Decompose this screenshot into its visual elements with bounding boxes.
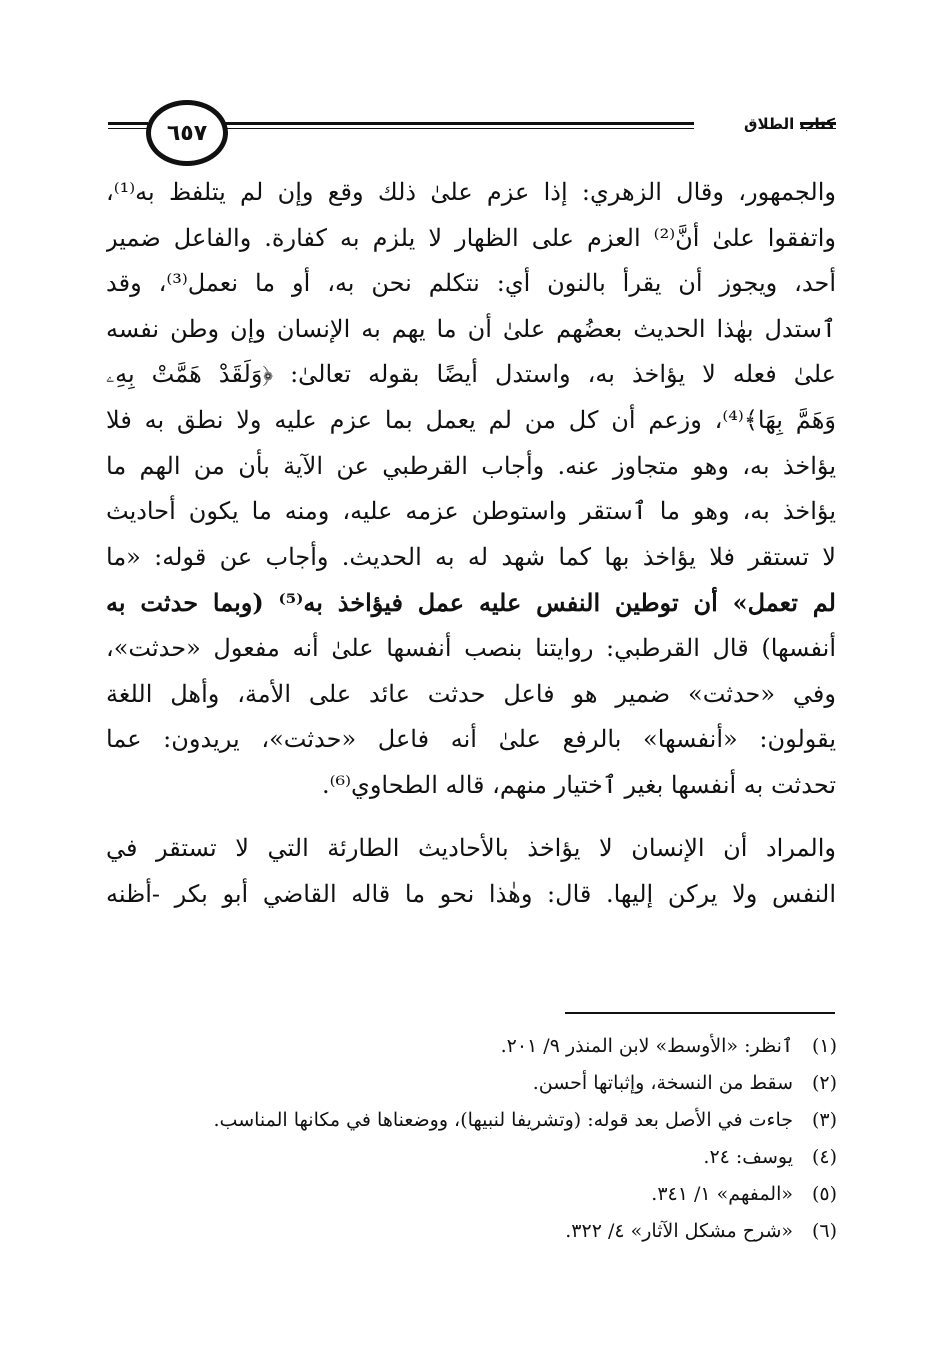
header-rule-main <box>222 122 694 125</box>
text-line: واتفقوا علىٰ أنَّ⁽²⁾ العزم على الظهار لا يلزم به كفارة. والفاعل ضمير <box>106 223 836 252</box>
footnote <box>97 1102 837 1139</box>
paragraph-gap <box>106 808 836 826</box>
text-line: ٱستدل بهٰذا الحديث بعضُهم علىٰ أن ما يهم به الإنسان وإن وطن نفسه <box>106 314 836 343</box>
text-line: يقولون: «أنفسها» بالرفع علىٰ أنه فاعل «حدثت»، يريدون: عما <box>106 725 836 754</box>
footnote-number: (٣) <box>811 1109 837 1131</box>
footnote-number: (٥) <box>811 1183 837 1205</box>
footnote-text: ٱنظر: «الأوسط» لابن المنذر ٩/ ٢٠١. <box>500 1035 793 1057</box>
footnote <box>97 1065 837 1102</box>
footnote-number: (٢) <box>811 1072 837 1094</box>
book-title: كتاب الطلاق <box>744 115 835 133</box>
footnote-text: يوسف: ٢٤. <box>703 1146 793 1168</box>
text-line: وفي «حدثت» ضمير هو فاعل حدثت عائد على الأمة، وأهل اللغة <box>106 679 836 708</box>
text-line: يؤاخذ به، وهو ما ٱستقر واستوطن عزمه عليه، ومنه ما يكون أحاديث <box>106 497 836 526</box>
footnote-text: جاءت في الأصل بعد قوله: (وتشريفا لنبيها)، ووضعناها في مكانها المناسب. <box>213 1109 793 1131</box>
footnote-text: سقط من النسخة، وإثباتها أحسن. <box>532 1072 793 1094</box>
footnote <box>97 1139 837 1176</box>
page-number-badge <box>146 100 228 166</box>
footnote <box>97 1176 837 1213</box>
footnote <box>97 1028 837 1065</box>
text-line: لا تستقر فلا يؤاخذ بها كما شهد له به الحديث. وأجاب عن قوله: «ما <box>106 542 836 571</box>
text-line: والمراد أن الإنسان لا يؤاخذ بالأحاديث الطارئة التي لا تستقر في <box>106 834 836 863</box>
footnote-text: «شرح مشكل الآثار» ٤/ ٣٢٢. <box>565 1220 793 1242</box>
footnote-number: (١) <box>811 1035 837 1057</box>
footnote-number: (٤) <box>811 1146 837 1168</box>
main-text <box>106 170 836 918</box>
header-rule-main-thin <box>222 128 694 129</box>
page-number: ٦٥٧ <box>166 120 208 146</box>
footnote-text: «المفهم» ١/ ٣٤١. <box>651 1183 793 1205</box>
text-line: لم تعمل» أن توطين النفس عليه عمل فيؤاخذ به⁽⁵⁾ (وبما حدثت به <box>106 588 836 618</box>
text-line: يؤاخذ به، وهو متجاوز عنه. وأجاب القرطبي عن الآية بأن من الهم ما <box>106 451 836 480</box>
header-rule-left <box>108 122 148 125</box>
footnote-separator <box>565 1012 835 1014</box>
text-line: والجمهور، وقال الزهري: إذا عزم علىٰ ذلك وقع وإن لم يتلفظ به⁽¹⁾، <box>106 178 836 206</box>
header-rule-left-thin <box>108 128 148 129</box>
text-line: تحدثت به أنفسها بغير ٱختيار منهم، قاله الطحاوي⁽⁶⁾. <box>321 770 836 799</box>
text-line: وَهَمَّ بِهَا﴾⁽⁴⁾، وزعم أن كل من لم يعمل بما عزم عليه ولا نطق به فلا <box>106 405 836 434</box>
footnote-number: (٦) <box>811 1220 837 1242</box>
footnotes <box>97 1028 837 1250</box>
text-line: أنفسها) قال القرطبي: روايتنا بنصب أنفسها علىٰ أنه مفعول «حدثت»، <box>106 633 836 662</box>
text-line: أحد، ويجوز أن يقرأ بالنون أي: نتكلم نحن به، أو ما نعمل⁽³⁾، وقد <box>106 269 836 298</box>
footnote <box>97 1213 837 1250</box>
text-line: علىٰ فعله لا يؤاخذ به، واستدل أيضًا بقوله تعالىٰ: ﴿وَلَقَدْ هَمَّتْ بِهِۦ <box>106 360 836 389</box>
text-line: النفس ولا يركن إليها. قال: وهٰذا نحو ما قاله القاضي أبو بكر -أظنه <box>106 879 836 908</box>
